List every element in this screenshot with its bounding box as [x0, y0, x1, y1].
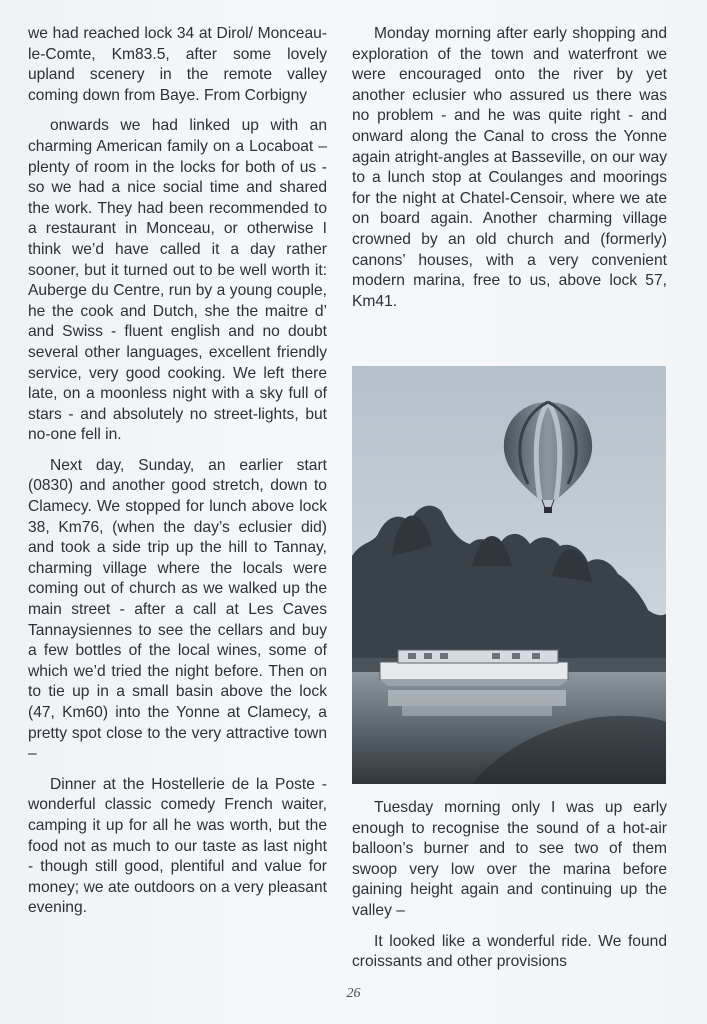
- paragraph: we had reached lock 34 at Dirol/ Monceau-le-Comte, Km83.5, after some lovely upland scenery in the remote valley coming down from Baye. From Corbigny: [28, 25, 327, 104]
- paragraph: Dinner at the Hostellerie de la Poste - wonderful classic comedy French waiter, camping it up for all he was worth, but the food not as much to our taste as last night - though still good, plentiful and value for money; we ate outdoors on a very pleasant evening.: [28, 775, 327, 917]
- right-text-column-bottom: [352, 798, 667, 983]
- paragraph: Monday morning after early shopping and exploration of the town and waterfront we were encouraged onto the river by yet another eclusier who assured us there was no problem - and he was quite right - and onward along the Canal to cross the Yonne again atright-angles at Basseville, on our way to a lunch stop at Coulanges and moorings for the night at Chatel-Censoir, where we ate on board again. Another charming village crowned by an old church and (formerly) canons’ houses, with a very convenient modern marina, free to us, above lock 57, Km41.: [352, 25, 667, 310]
- left-text-column: [28, 24, 327, 929]
- paragraph: onwards we had linked up with an charming American family on a Locaboat – plenty of room in the locks for both of us - so we had a nice social time and shared the work. They had been recommended to a restaurant in Monceau, or otherwise I think we’d have called it a day rather sooner, but it turned out to be well worth it: Auberge du Centre, run by a young couple, he the cook and Dutch, she the maitre d’ and Swiss - fluent english and no doubt several other languages, excellent friendly service, very good cooking. We left there late, on a moonless night with a sky full of stars - and absolutely no street-lights, but no-one fell in.: [28, 117, 327, 444]
- page-number: 26: [346, 986, 361, 1001]
- paragraph: Next day, Sunday, an earlier start (0830) and another good stretch, down to Clamecy. We stopped for lunch above lock 38, Km76, (when the day’s eclusier did) and took a side trip up the hill to Tannay, charming village where the locals were coming out of church as we walked up the main street - after a call at Les Caves Tannaysiennes to see the cellars and buy a few bottles of the local wines, some of which we’d tried the night before. Then on to tie up in a small basin above the lock (47, Km60) into the Yonne at Clamecy, a pretty spot close to the very attractive town –: [28, 456, 327, 763]
- paragraph: Tuesday morning only I was up early enough to recognise the sound of a hot-air balloon’s burner and to see two of them swoop very low over the marina before gaining height again and continuing up the valley –: [352, 799, 667, 919]
- moored-boat: [380, 650, 568, 686]
- paragraph: It looked like a wonderful ride. We found croissants and other provisions: [352, 932, 667, 971]
- right-text-column-top: [352, 24, 667, 322]
- boat-reflection: [388, 690, 566, 716]
- balloon-photo: [352, 366, 666, 784]
